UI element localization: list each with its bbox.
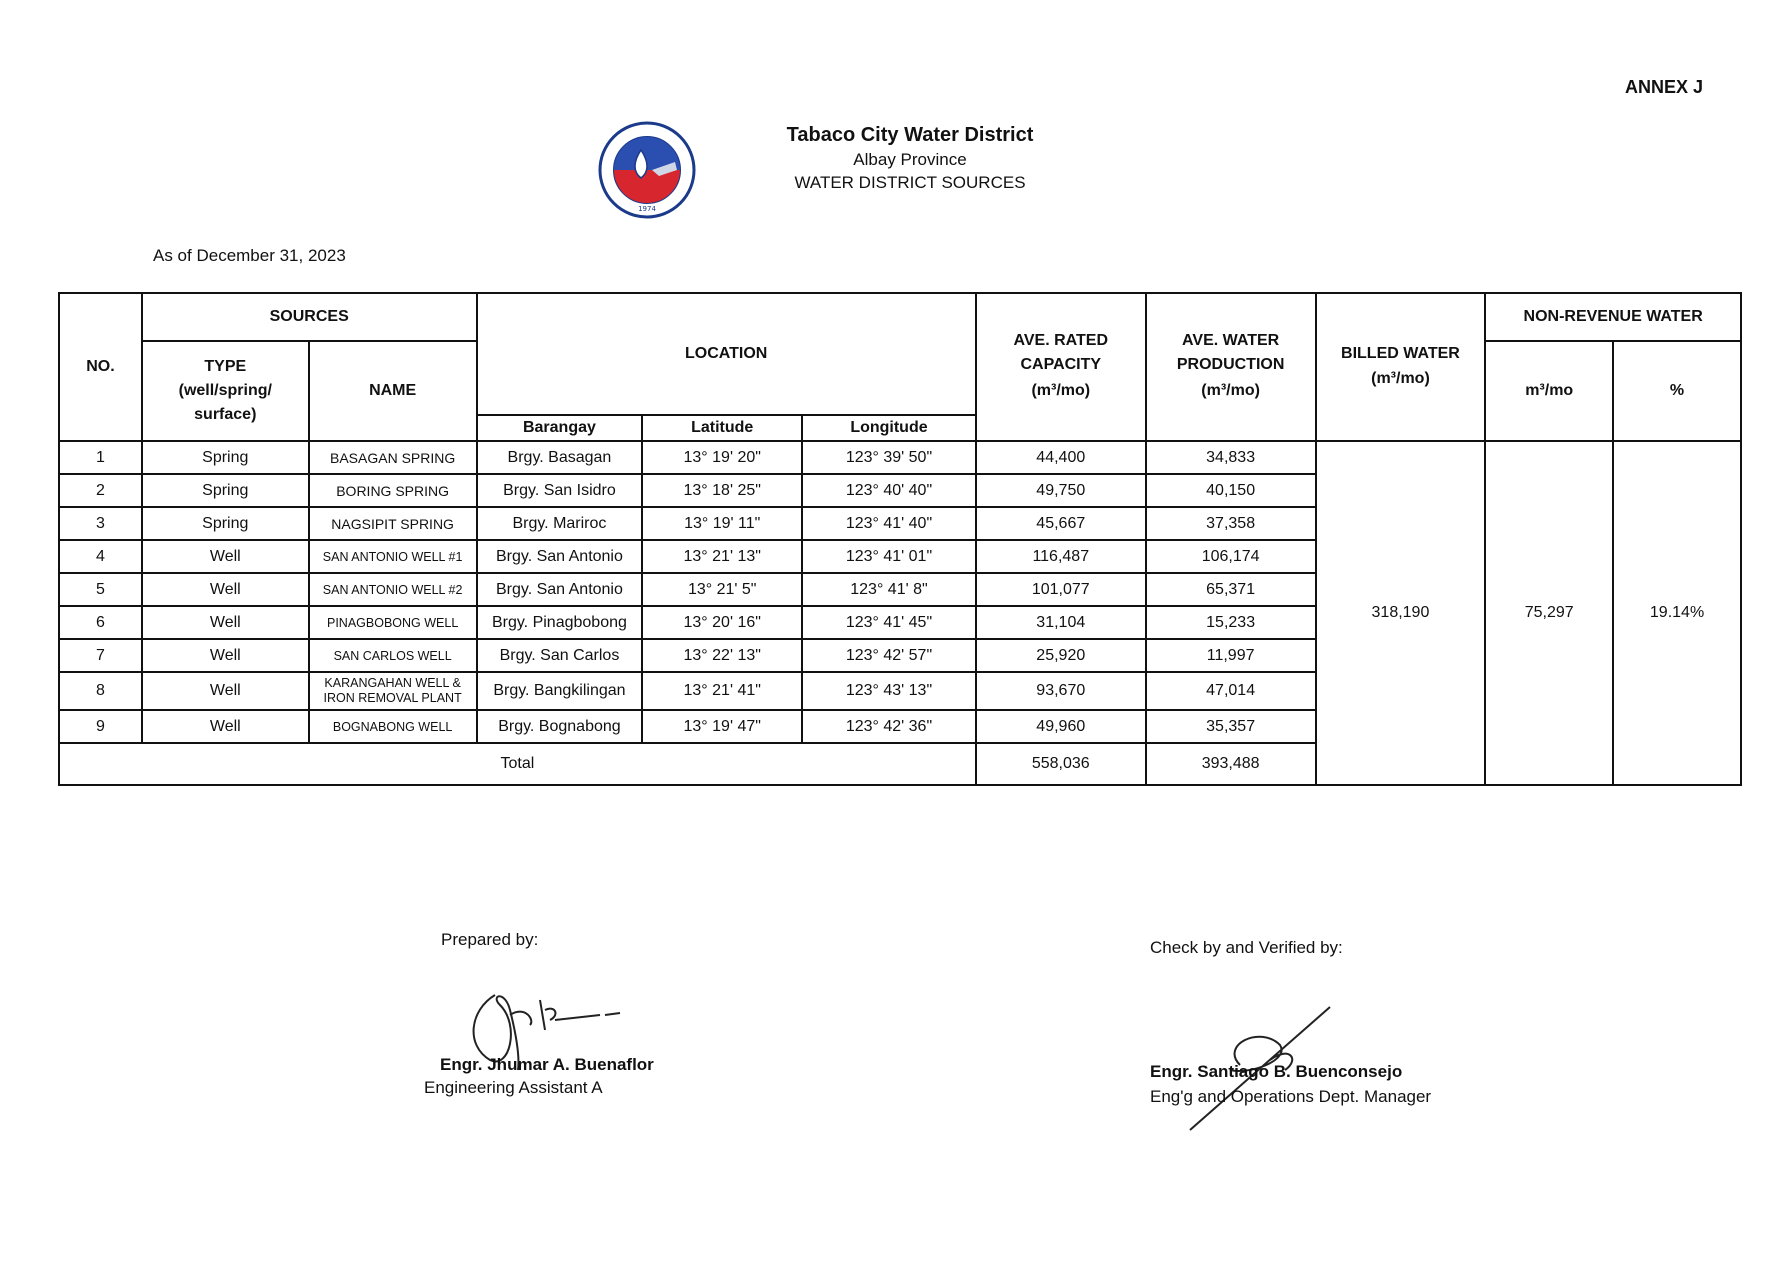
- table-row: 8 Well KARANGAHAN WELL & IRON REMOVAL PLANT Brgy. Bangkilingan 13° 21' 41" 123° 43' 13" 93,670 47,014: [59, 672, 1741, 710]
- verified-by-name: Engr. Santiago B. Buenconsejo: [1150, 1062, 1403, 1081]
- prepared-by-block: [441, 930, 538, 950]
- total-label: Total: [59, 743, 976, 785]
- prepared-by-name: Engr. Jhumar A. Buenaflor: [440, 1055, 654, 1074]
- table-row: 4 Well SAN ANTONIO WELL #1 Brgy. San Antonio 13° 21' 13" 123° 41' 01" 116,487 106,174: [59, 540, 1741, 573]
- col-production: AVE. WATER PRODUCTION (m³/mo): [1146, 293, 1316, 441]
- verified-by-block: [1150, 938, 1343, 958]
- col-sources: SOURCES: [142, 293, 477, 341]
- table-row: 2 Spring BORING SPRING Brgy. San Isidro 13° 18' 25" 123° 40' 40" 49,750 40,150: [59, 474, 1741, 507]
- table-row: 1 Spring BASAGAN SPRING Brgy. Basagan 13° 19' 20" 123° 39' 50" 44,400 34,833 318,190 75,297 19.14%: [59, 441, 1741, 474]
- table-row: 3 Spring NAGSIPIT SPRING Brgy. Mariroc 13° 19' 11" 123° 41' 40" 45,667 37,358: [59, 507, 1741, 540]
- annex-label: ANNEX J: [1625, 77, 1704, 97]
- total-capacity: 558,036: [976, 743, 1146, 785]
- col-latitude: Latitude: [642, 415, 802, 441]
- col-longitude: Longitude: [802, 415, 976, 441]
- table-row: 6 Well PINAGBOBONG WELL Brgy. Pinagbobong 13° 20' 16" 123° 41' 45" 31,104 15,233: [59, 606, 1741, 639]
- table-row: 9 Well BOGNABONG WELL Brgy. Bognabong 13° 19' 47" 123° 42' 36" 49,960 35,357: [59, 710, 1741, 743]
- table-row: 7 Well SAN CARLOS WELL Brgy. San Carlos 13° 22' 13" 123° 42' 57" 25,920 11,997: [59, 639, 1741, 672]
- col-barangay: Barangay: [477, 415, 643, 441]
- nrw-pct-value: 19.14%: [1613, 441, 1741, 785]
- nrw-m3-value: 75,297: [1485, 441, 1613, 785]
- as-of-date: As of December 31, 2023: [153, 246, 346, 265]
- verified-by-label: Check by and Verified by:: [1150, 938, 1343, 957]
- document-title: WATER DISTRICT SOURCES: [794, 173, 1026, 192]
- prepared-by-title: Engineering Assistant A: [424, 1078, 603, 1097]
- total-production: 393,488: [1146, 743, 1316, 785]
- seal-year: 1974: [638, 205, 656, 213]
- col-location: LOCATION: [477, 293, 976, 415]
- col-nrw-pct: %: [1613, 341, 1741, 441]
- col-nrw-m3: m³/mo: [1485, 341, 1613, 441]
- col-billed: BILLED WATER (m³/mo): [1316, 293, 1486, 441]
- col-no: NO.: [59, 293, 142, 441]
- verified-by-title: Eng'g and Operations Dept. Manager: [1150, 1087, 1432, 1106]
- col-type: TYPE (well/spring/ surface): [142, 341, 309, 441]
- document-header: [700, 124, 1120, 193]
- water-sources-table: [58, 292, 1742, 786]
- prepared-by-label: Prepared by:: [441, 930, 539, 949]
- province: Albay Province: [853, 150, 967, 169]
- col-capacity: AVE. RATED CAPACITY (m³/mo): [976, 293, 1146, 441]
- table-row: 5 Well SAN ANTONIO WELL #2 Brgy. San Antonio 13° 21' 5" 123° 41' 8" 101,077 65,371: [59, 573, 1741, 606]
- billed-water-value: 318,190: [1316, 441, 1486, 785]
- col-name: NAME: [309, 341, 477, 441]
- water-district-seal-icon: [597, 120, 697, 220]
- org-name: Tabaco City Water District: [786, 124, 1034, 146]
- col-nrw: NON-REVENUE WATER: [1485, 293, 1741, 341]
